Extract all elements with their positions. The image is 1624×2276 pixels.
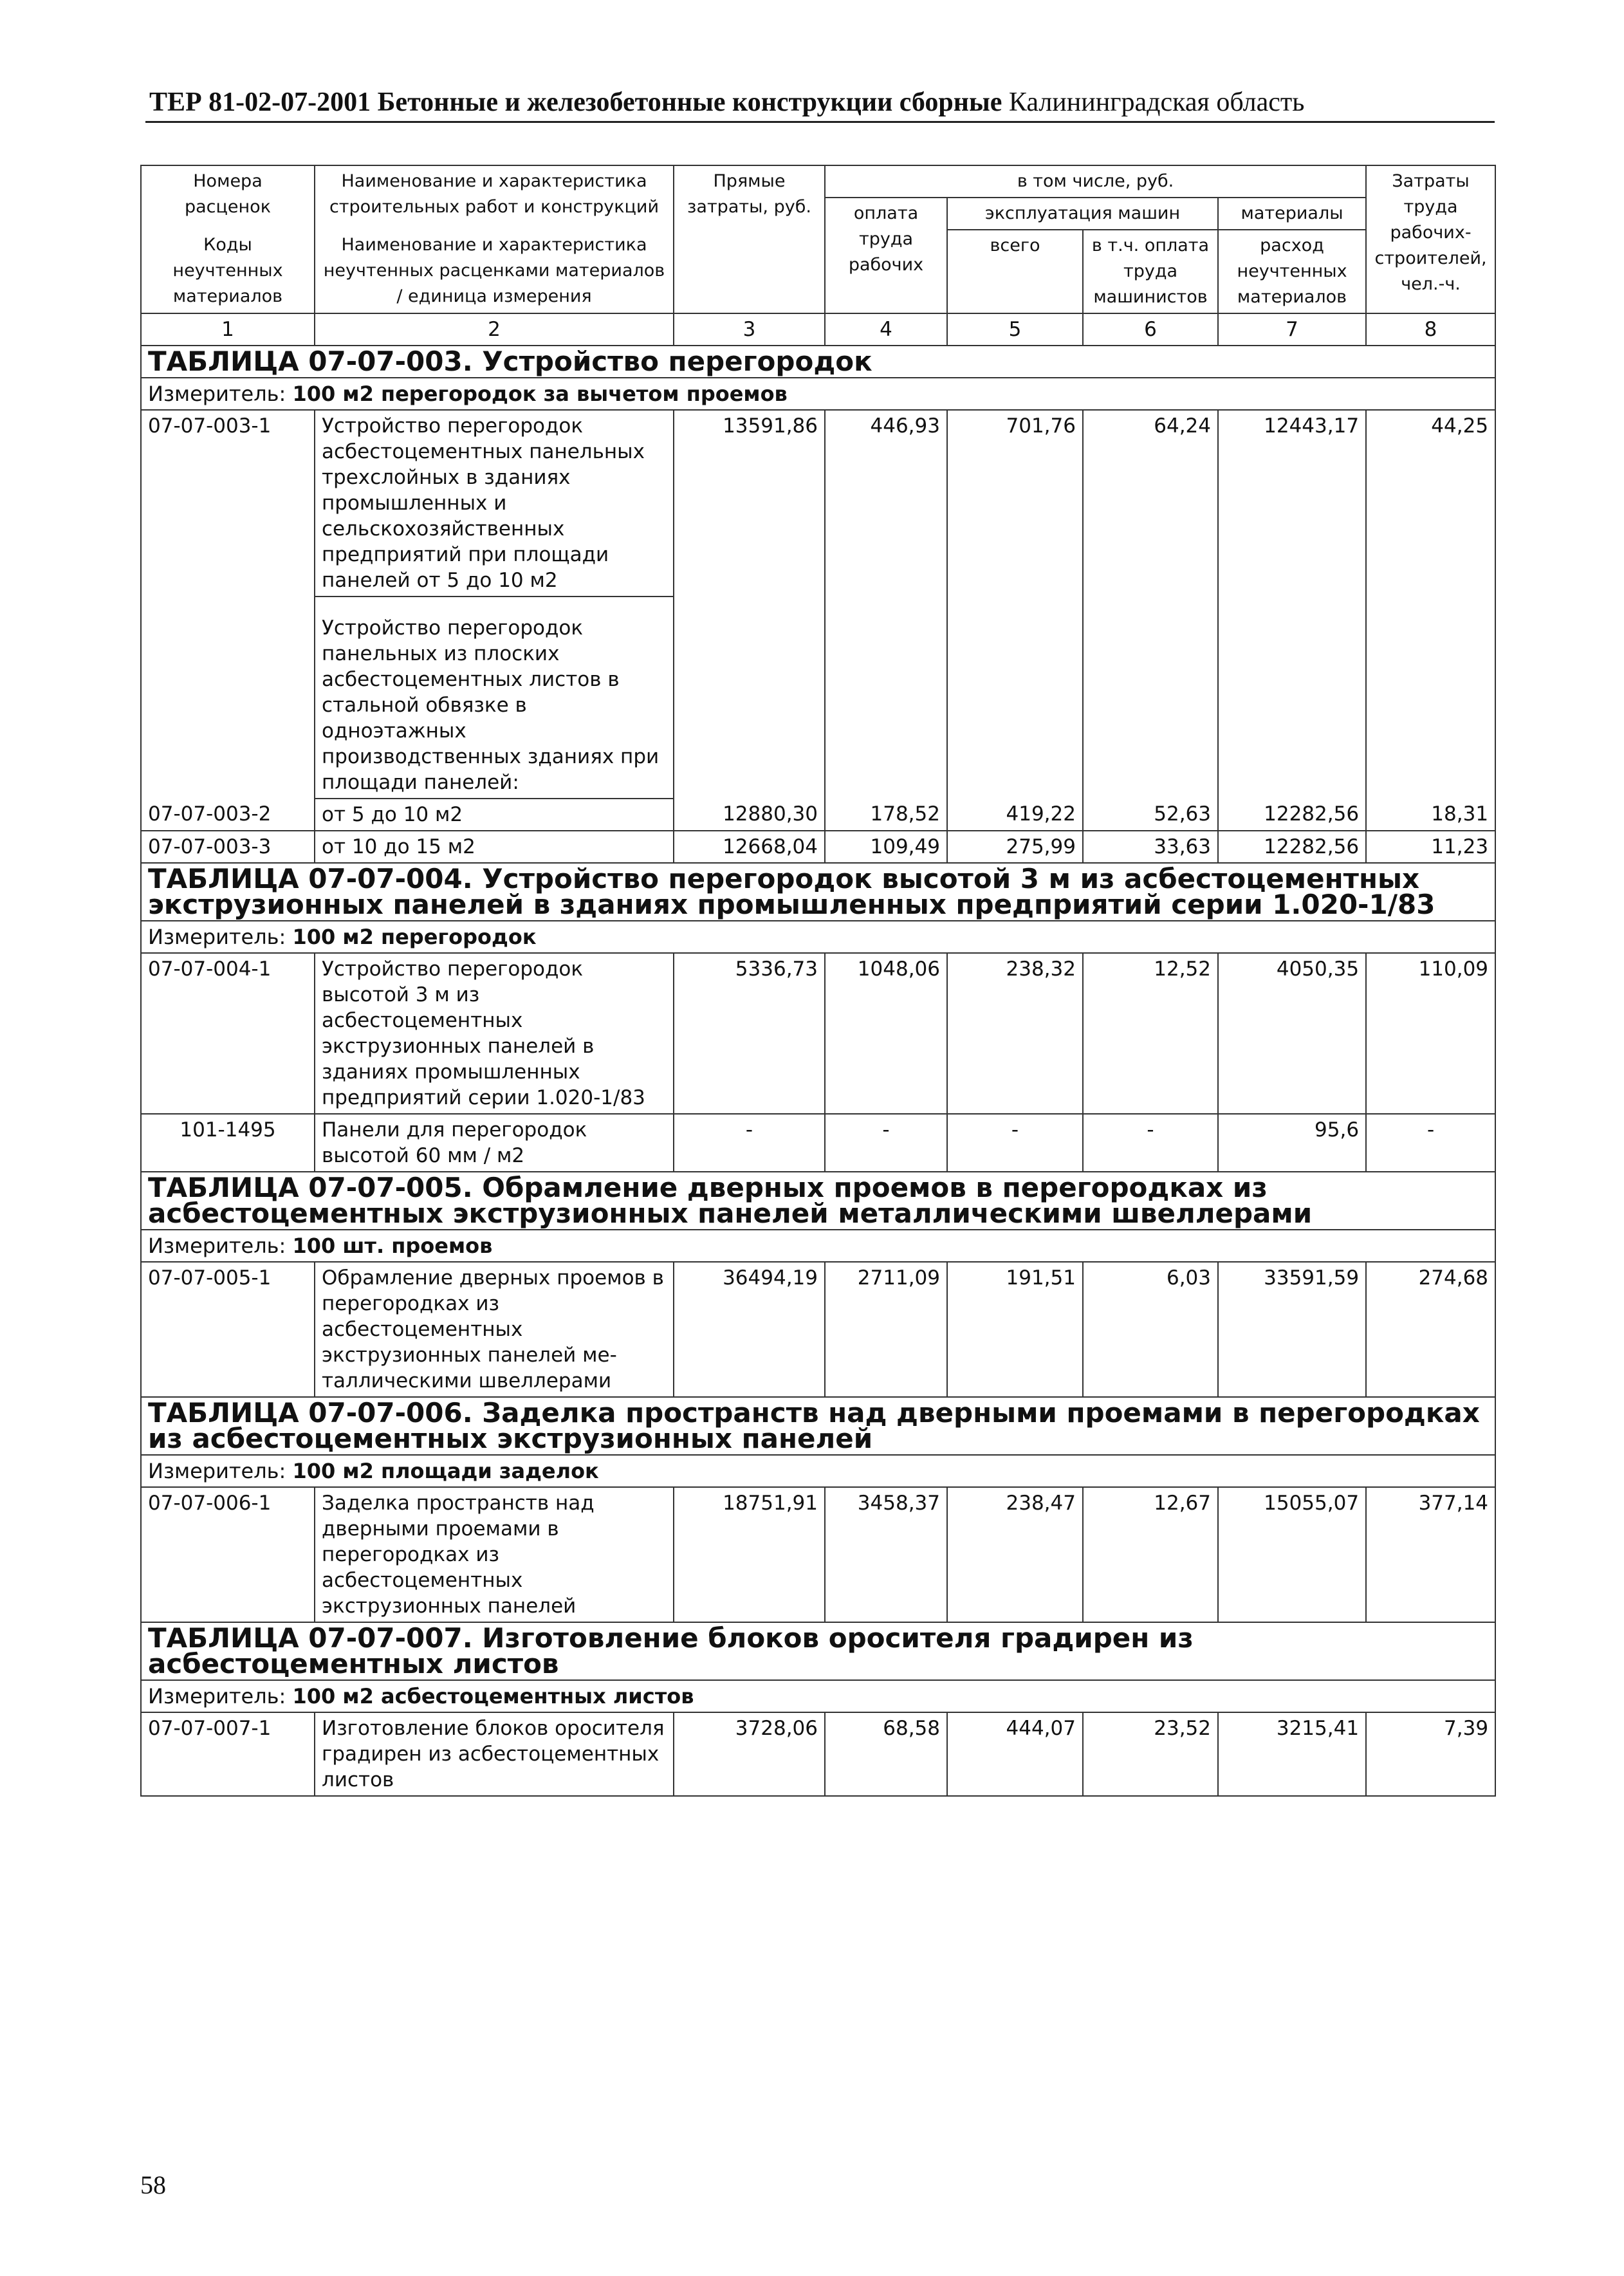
section-title: ТАБЛИЦА 07-07-006. Заделка пространств над дверными проемами в перегородках из асбестоцементных экструзионных панелей	[141, 1397, 1495, 1455]
unit-label: Измеритель:	[148, 1234, 286, 1258]
cell-wages: 178,52	[825, 799, 947, 831]
unit-value: 100 м2 площади заделок	[292, 1459, 599, 1483]
unit-cell	[141, 1680, 1495, 1712]
cell-wages: 109,49	[825, 831, 947, 863]
table-row	[141, 410, 1495, 597]
cell-mat: 12282,56	[1218, 831, 1366, 863]
cell-name: от 5 до 10 м2	[315, 799, 674, 831]
running-head	[149, 87, 1304, 118]
cell-wages: 2711,09	[825, 1262, 947, 1397]
section-title-row	[141, 1397, 1495, 1455]
cell-direct: -	[674, 1114, 825, 1172]
unit-cell	[141, 1455, 1495, 1487]
header-row-1	[141, 165, 1495, 198]
header-col2-bottom: Наименование и характеристика неучтенных расценками материалов / единица измерения	[315, 230, 674, 313]
table-row	[141, 1712, 1495, 1796]
cell-name: от 10 до 15 м2	[315, 831, 674, 863]
header-col2-top: Наименование и характеристика строительных работ и конструкций	[315, 165, 674, 230]
cell-mach: 275,99	[947, 831, 1083, 863]
cell-mat: 3215,41	[1218, 1712, 1366, 1796]
cell-name: Устройство перегородок асбестоцементных панельных трехслойных в зданиях промышленных и сельскохозяйственных предприятий при площади панелей от 5 до 10 м2	[315, 410, 674, 597]
price-table	[140, 165, 1496, 1797]
cell-mach: 238,32	[947, 953, 1083, 1114]
header-rule	[145, 121, 1495, 123]
page-number: 58	[140, 2170, 166, 2199]
cell-wages: 446,93	[825, 410, 947, 597]
cell-direct: 12668,04	[674, 831, 825, 863]
cell-code	[141, 597, 315, 799]
cell-mach: 444,07	[947, 1712, 1083, 1796]
header-materials: материалы	[1218, 198, 1366, 230]
cell-direct: 3728,06	[674, 1712, 825, 1796]
running-head-region: Калининградская область	[1008, 88, 1305, 117]
cell-mach: 419,22	[947, 799, 1083, 831]
cell-mach-wages: 23,52	[1083, 1712, 1218, 1796]
table-body	[141, 165, 1495, 1796]
cell-name: Панели для перегородок высотой 60 мм / м2	[315, 1114, 674, 1172]
unit-label: Измеритель:	[148, 925, 286, 949]
header-col3: Прямые затраты, руб.	[674, 165, 825, 313]
cell-labor: 11,23	[1366, 831, 1495, 863]
cell-labor: 7,39	[1366, 1712, 1495, 1796]
header-col1-top: Номера расценок	[141, 165, 315, 230]
header-col5: всего	[947, 230, 1083, 313]
cell-mach: 701,76	[947, 410, 1083, 597]
unit-cell	[141, 921, 1495, 953]
header-col1-bottom: Коды неучтенных материалов	[141, 230, 315, 313]
cell-direct: 12880,30	[674, 799, 825, 831]
section-title: ТАБЛИЦА 07-07-007. Изготовление блоков оросителя градирен из асбестоцементных листов	[141, 1622, 1495, 1680]
unit-row	[141, 921, 1495, 953]
column-number: 8	[1366, 313, 1495, 346]
header-incl: в том числе, руб.	[825, 165, 1366, 198]
cell-mat: 95,6	[1218, 1114, 1366, 1172]
cell-labor: 377,14	[1366, 1487, 1495, 1622]
cell-mach-wages: 12,52	[1083, 953, 1218, 1114]
cell-mach: -	[947, 1114, 1083, 1172]
column-number: 4	[825, 313, 947, 346]
unit-label: Измеритель:	[148, 382, 286, 406]
header-col7: расход неучтенных материалов	[1218, 230, 1366, 313]
column-number: 7	[1218, 313, 1366, 346]
cell-mat	[1218, 597, 1366, 799]
table-row	[141, 1114, 1495, 1172]
cell-code: 07-07-003-2	[141, 799, 315, 831]
cell-name: Устройство перегородок панельных из плоских асбестоцементных листов в стальной обвязке в одноэтажных производственных зданиях при площади панелей:	[315, 597, 674, 799]
section-title-row	[141, 1172, 1495, 1230]
section-title-row	[141, 1622, 1495, 1680]
cell-mat: 12282,56	[1218, 799, 1366, 831]
header-col6: в т.ч. оплата труда машинистов	[1083, 230, 1218, 313]
cell-mat: 33591,59	[1218, 1262, 1366, 1397]
cell-labor: -	[1366, 1114, 1495, 1172]
section-title-row	[141, 346, 1495, 378]
cell-name: Заделка пространств над дверными проемами в перегородках из асбестоцементных экструзионных панелей	[315, 1487, 674, 1622]
unit-value: 100 м2 перегородок	[292, 925, 537, 949]
unit-row	[141, 1680, 1495, 1712]
cell-mach	[947, 597, 1083, 799]
cell-code: 07-07-004-1	[141, 953, 315, 1114]
cell-labor: 274,68	[1366, 1262, 1495, 1397]
cell-mat: 12443,17	[1218, 410, 1366, 597]
header-exploitation: эксплуатация машин	[947, 198, 1218, 230]
unit-value: 100 м2 перегородок за вычетом проемов	[292, 382, 788, 406]
unit-row	[141, 1230, 1495, 1262]
cell-code: 07-07-006-1	[141, 1487, 315, 1622]
cell-labor: 110,09	[1366, 953, 1495, 1114]
cell-direct	[674, 597, 825, 799]
cell-code: 07-07-003-3	[141, 831, 315, 863]
cell-code: 101-1495	[141, 1114, 315, 1172]
cell-name: Устройство перегородок высотой 3 м из асбестоцементных экструзионных панелей в зданиях промышленных предприятий серии 1.020-1/83	[315, 953, 674, 1114]
section-title-row	[141, 863, 1495, 921]
table-row	[141, 831, 1495, 863]
section-title: ТАБЛИЦА 07-07-005. Обрамление дверных проемов в перегородках из асбестоцементных экструзионных панелей металлическими швеллерами	[141, 1172, 1495, 1230]
section-title: ТАБЛИЦА 07-07-004. Устройство перегородок высотой 3 м из асбестоцементных экструзионных панелей в зданиях промышленных предприятий серии 1.020-1/83	[141, 863, 1495, 921]
header-col8: Затраты труда рабочих-строителей, чел.-ч.	[1366, 165, 1495, 313]
cell-direct: 36494,19	[674, 1262, 825, 1397]
cell-wages: 1048,06	[825, 953, 947, 1114]
cell-direct: 5336,73	[674, 953, 825, 1114]
cell-wages: -	[825, 1114, 947, 1172]
header-col4: оплата труда рабочих	[825, 198, 947, 313]
column-numbers-row	[141, 313, 1495, 346]
table-row	[141, 1262, 1495, 1397]
cell-mach-wages: 64,24	[1083, 410, 1218, 597]
cell-mach-wages	[1083, 597, 1218, 799]
cell-mat: 4050,35	[1218, 953, 1366, 1114]
unit-label: Измеритель:	[148, 1684, 286, 1708]
cell-mach-wages: 33,63	[1083, 831, 1218, 863]
running-head-title: Бетонные и железобетонные конструкции сборные	[377, 88, 1002, 117]
cell-labor: 18,31	[1366, 799, 1495, 831]
table-row	[141, 953, 1495, 1114]
table-row	[141, 597, 1495, 799]
cell-name: Изготовление блоков оросителя градирен из асбестоцементных листов	[315, 1712, 674, 1796]
unit-row	[141, 378, 1495, 410]
unit-value: 100 шт. проемов	[292, 1234, 493, 1258]
unit-label: Измеритель:	[148, 1459, 286, 1483]
cell-mach-wages: 6,03	[1083, 1262, 1218, 1397]
column-number: 3	[674, 313, 825, 346]
cell-wages	[825, 597, 947, 799]
unit-cell	[141, 378, 1495, 410]
cell-wages: 68,58	[825, 1712, 947, 1796]
cell-wages: 3458,37	[825, 1487, 947, 1622]
cell-labor: 44,25	[1366, 410, 1495, 597]
cell-mach-wages: 12,67	[1083, 1487, 1218, 1622]
cell-mach: 238,47	[947, 1487, 1083, 1622]
cell-mach-wages: -	[1083, 1114, 1218, 1172]
cell-mat: 15055,07	[1218, 1487, 1366, 1622]
unit-row	[141, 1455, 1495, 1487]
cell-code: 07-07-007-1	[141, 1712, 315, 1796]
cell-code: 07-07-005-1	[141, 1262, 315, 1397]
cell-direct: 18751,91	[674, 1487, 825, 1622]
cell-mach-wages: 52,63	[1083, 799, 1218, 831]
running-head-code: ТЕР 81-02-07-2001	[149, 88, 371, 117]
unit-cell	[141, 1230, 1495, 1262]
cell-code: 07-07-003-1	[141, 410, 315, 597]
unit-value: 100 м2 асбестоцементных листов	[292, 1684, 694, 1708]
table-row	[141, 1487, 1495, 1622]
column-number: 5	[947, 313, 1083, 346]
cell-labor	[1366, 597, 1495, 799]
table-row	[141, 799, 1495, 831]
cell-mach: 191,51	[947, 1262, 1083, 1397]
column-number: 1	[141, 313, 315, 346]
cell-name: Обрамление дверных проемов в перегородках из асбестоцементных экструзионных панелей ме-таллическими швеллерами	[315, 1262, 674, 1397]
column-number: 2	[315, 313, 674, 346]
cell-direct: 13591,86	[674, 410, 825, 597]
section-title: ТАБЛИЦА 07-07-003. Устройство перегородок	[141, 346, 1495, 378]
column-number: 6	[1083, 313, 1218, 346]
